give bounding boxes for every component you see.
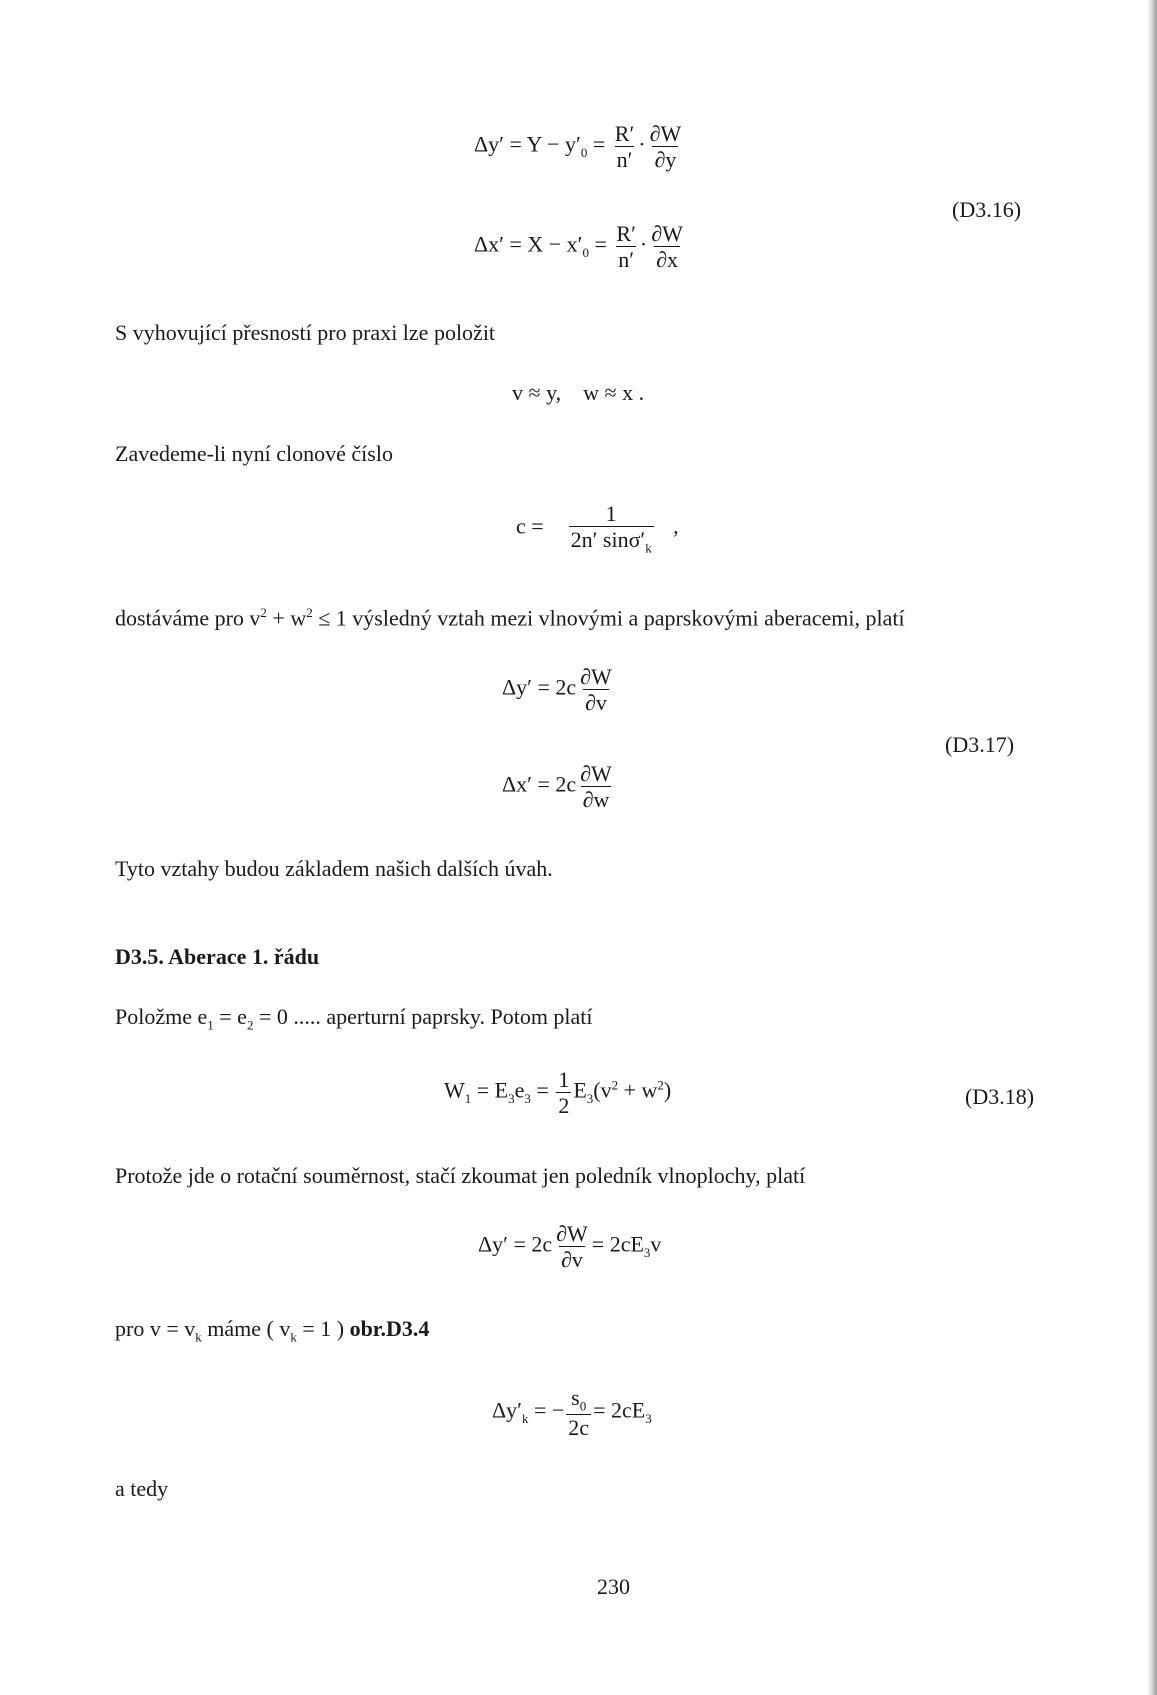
paragraph-result-relation	[115, 605, 905, 631]
d317-dy-lhs: Δy′ = 2c	[502, 674, 577, 700]
equation-aperture-number	[516, 502, 679, 555]
w1-tail-d: )	[663, 1077, 672, 1103]
frac-den: ∂y	[654, 147, 677, 173]
w1-eq2: =	[530, 1077, 555, 1103]
frac-dw-over-dv	[578, 665, 614, 714]
e3-sub: 3	[508, 1091, 515, 1107]
frac-dw-over-dv	[554, 1222, 590, 1271]
frac-s0-over-2c	[566, 1386, 591, 1439]
frac-dw-over-dw	[578, 762, 614, 811]
w1-mid: = E	[471, 1077, 509, 1103]
dyk-num-sub: 0	[579, 1398, 587, 1414]
frac-den: 2	[558, 1093, 570, 1119]
figure-reference: obr.D3.4	[349, 1316, 430, 1341]
w1-tail-c: + w	[618, 1077, 658, 1103]
eq-dy-lhs: Δy′ = Y − y′	[474, 131, 581, 157]
p5-sub1: 1	[207, 1017, 214, 1033]
p5-c: = 0 ..... aperturní paprsky. Potom platí	[253, 1004, 593, 1029]
frac-num: R′	[614, 121, 635, 146]
equation-meridian	[478, 1222, 661, 1271]
frac-num: 1	[605, 501, 617, 526]
sup-2: 2	[657, 1077, 664, 1093]
frac-den: ∂w	[582, 787, 610, 813]
p3-b: + w	[266, 605, 307, 631]
p3-c: ≤ 1 výsledný vztah mezi vlnovými a paprskovými aberacemi, platí	[312, 605, 905, 631]
equation-number-d317: (D3.17)	[945, 732, 1015, 757]
frac-den	[569, 526, 654, 555]
equation-number-d318: (D3.18)	[965, 1084, 1035, 1109]
dyk-eq: = −	[528, 1397, 565, 1423]
p7-sub: k	[195, 1329, 202, 1345]
c-lhs: c =	[516, 513, 544, 539]
frac-den: ∂x	[656, 247, 678, 273]
eq-dx-sub: 0	[582, 245, 589, 261]
equation-d318	[444, 1068, 671, 1117]
paragraph-practical-precision: S vyhovující přesností pro praxi lze položit	[115, 320, 496, 345]
frac-r-over-n	[613, 122, 637, 171]
p7-b: máme ( v	[201, 1316, 291, 1341]
eq-dy-sub: 0	[580, 145, 588, 161]
paragraph-aperture-rays	[115, 1004, 593, 1033]
frac-c	[551, 502, 671, 555]
frac-num: R′	[616, 221, 636, 246]
e3-sub: 3	[524, 1091, 531, 1107]
frac-num: ∂W	[651, 221, 683, 246]
frac-num: ∂W	[556, 1221, 588, 1246]
w1-tail-a: E	[573, 1077, 587, 1103]
eq-dx-lhs: Δx′ = X − x′	[474, 231, 583, 257]
p7-sub: k	[290, 1329, 297, 1345]
e3-sub: 3	[586, 1091, 594, 1107]
p7-a: pro v = v	[115, 1316, 196, 1341]
equation-d317-dy	[502, 665, 616, 714]
paragraph-aperture-number: Zavedeme-li nyní clonové číslo	[115, 441, 393, 466]
e3-sub: 3	[643, 1245, 651, 1261]
frac-num	[569, 1386, 588, 1414]
c-den-text: 2n′ sinσ′	[570, 527, 646, 553]
equation-number-d316: (D3.16)	[952, 197, 1022, 222]
dyk-tail: = 2cE	[593, 1397, 646, 1423]
p5-a: Položme e	[115, 1004, 208, 1029]
e3: e	[514, 1077, 525, 1103]
p5-sub2: 2	[246, 1017, 254, 1033]
frac-num: ∂W	[580, 761, 612, 786]
equation-approximation: v ≈ y, w ≈ x .	[512, 380, 645, 405]
equation-dyk	[492, 1386, 652, 1439]
dyk-sub: k	[521, 1411, 529, 1426]
p7-c: = 1 )	[296, 1316, 350, 1341]
sup-2: 2	[306, 605, 313, 620]
sup-2: 2	[260, 605, 267, 620]
paragraph-and-thus: a tedy	[115, 1476, 169, 1501]
w1-sub: 1	[464, 1091, 472, 1107]
dy2-lhs: Δy′ = 2c	[478, 1231, 553, 1257]
eq-equals: =	[594, 231, 607, 257]
paragraph-rotational-symmetry: Protože jde o rotační souměrnost, stačí zkoumat jen poledník vlnoplochy, platí	[115, 1163, 806, 1188]
p5-b: = e	[213, 1004, 247, 1029]
dy2-tail-v: v	[650, 1231, 662, 1257]
frac-den: ∂v	[561, 1247, 583, 1273]
frac-num: ∂W	[649, 121, 682, 146]
c-tail: ,	[673, 513, 679, 539]
eq-equals: =	[592, 131, 606, 157]
frac-num: 1	[558, 1067, 570, 1092]
equation-d317-dx	[502, 762, 616, 811]
equation-d316-dy: $\Delta y' = Y - y'_0$ = $\frac{R'}{n'}$ · $\frac{\partial W}{\partial y}$	[474, 121, 682, 173]
paragraph-for-v	[115, 1316, 429, 1345]
equation-d316-dx: $\Delta x' = X - x'_0$ = $\frac{R'}{n'}$ · $\frac{\partial W}{\partial x}$	[474, 221, 683, 273]
frac-den: n′	[618, 247, 635, 273]
frac-r-over-n	[614, 222, 638, 271]
dy2-tail: = 2cE	[591, 1231, 644, 1257]
page-edge-shadow	[1147, 0, 1157, 1695]
p3-a: dostáváme pro v	[115, 605, 261, 631]
dyk-num: s	[571, 1385, 580, 1410]
frac-num: ∂W	[580, 664, 612, 689]
dyk-lhs: Δy′	[492, 1397, 522, 1423]
w1: W	[444, 1077, 465, 1103]
frac-dw-over-dy	[648, 122, 684, 171]
frac-half	[556, 1068, 571, 1117]
frac-den: ∂v	[585, 690, 607, 716]
frac-dw-over-dx	[649, 222, 685, 271]
page-number: 230	[597, 1574, 630, 1599]
e3-sub: 3	[645, 1411, 652, 1426]
w1-tail-b: (v	[593, 1077, 612, 1103]
paragraph-basis: Tyto vztahy budou základem našich dalších úvah.	[115, 856, 553, 881]
section-heading: D3.5. Aberace 1. řádu	[115, 944, 320, 969]
d317-dx-lhs: Δx′ = 2c	[502, 771, 577, 797]
c-den-sub: k	[645, 540, 652, 556]
frac-den: 2c	[568, 1415, 590, 1441]
frac-den: n′	[616, 147, 633, 173]
sup-2: 2	[611, 1077, 619, 1093]
